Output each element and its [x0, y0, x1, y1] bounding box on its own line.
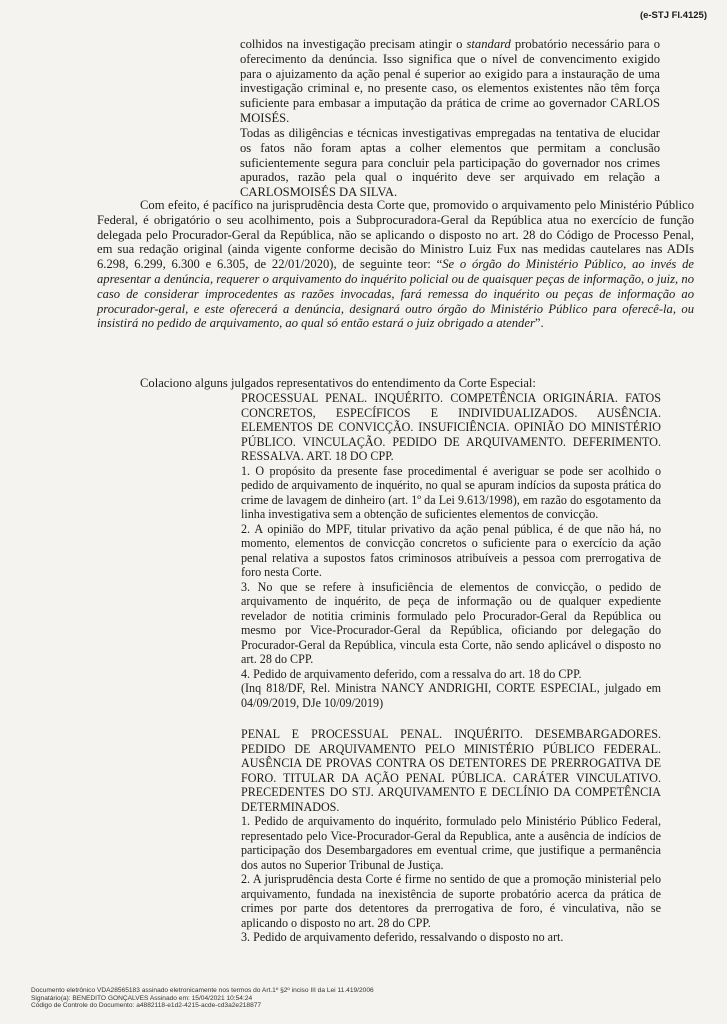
julgado-2	[241, 727, 661, 945]
ementa-item: 3. Pedido de arquivamento deferido, ressalvando o disposto no art.	[241, 930, 564, 944]
footer-line: Signatário(a): BENEDITO GONÇALVES Assinado em: 15/04/2021 10:54:24	[31, 994, 253, 1002]
main-text-end: ”.	[534, 316, 544, 331]
ementa-item: 4. Pedido de arquivamento deferido, com a ressalva do art. 18 do CPP.	[241, 666, 582, 681]
quote-paragraph-1	[240, 37, 660, 126]
page-stamp: (e-STJ Fl.4125)	[639, 10, 707, 21]
julgado-1	[241, 391, 661, 710]
ementa-item: 2. A jurisprudência desta Corte é firme no sentido de que a promoção ministerial pelo arquivamento, fundada na inexistência de suporte probatório acerca da prática de crimes por parte dos detentores da prerrogativa de foro, é vinculativa, não se aplicando o disposto no art. 28 do CPP.	[241, 872, 661, 930]
ementa-item: 2. A opinião do MPF, titular privativo da ação penal pública, é de que não há, no momento, elementos de convicção concretos o suficiente para o exercício da ação penal relativa a supostos fatos criminosos atribuíveis a pessoa com prerrogativa de foro nesta Corte.	[241, 521, 661, 579]
ementa-heading: PENAL E PROCESSUAL PENAL. INQUÉRITO. DESEMBARGADORES. PEDIDO DE ARQUIVAMENTO PELO MINISTÉRIO PÚBLICO FEDERAL. AUSÊNCIA DE PROVAS CONTRA OS DETENTORES DE PRERROGATIVA DE FORO. TITULAR DA AÇÃO PENAL PÚBLICA. CARÁTER VINCULATIVO. PRECEDENTES DO STJ. ARQUIVAMENTO E DECLÍNIO DA COMPETÊNCIA DETERMINADOS.	[241, 727, 661, 814]
citation: (Inq 818/DF, Rel. Ministra NANCY ANDRIGHI, CORTE ESPECIAL, julgado em 04/09/2019, DJe 10/09/2019)	[241, 681, 661, 710]
document-footer	[31, 987, 374, 1010]
quote-text: Todas as diligências e técnicas investigativas empregadas na tentativa de elucidar os fatos não foram aptas a colher elementos que permitam a conclusão suficientemente segura para concluir pela participação do governador nos crimes apurados, razão pela qual o inquérito deve ser arquivado em relação a CARLOSMOISÉS DA SILVA.	[240, 126, 660, 200]
footer-line: Código de Controle do Documento: a4882118-e1d2-4215-acde-cd3a2e218877	[31, 1002, 262, 1010]
ementa-item: 1. Pedido de arquivamento do inquérito, formulado pelo Ministério Público Federal, representado pelo Vice-Procurador-Geral da Republica, ante a ausência de indícios de participação dos Desembargadores em eventual crime, que justifique a permanência dos autos no Superior Tribunal de Justiça.	[241, 814, 661, 872]
quote-text: colhidos na investigação precisam atingir o	[240, 37, 467, 51]
quote-text: probatório necessário para o oferecimento da denúncia. Isso significa que o nível de convencimento exigido para o ajuizamento da ação penal é superior ao exigido para a instauração de uma investigação criminal e, no presente caso, os elementos existentes não têm força suficiente para embasar a imputação da prática de crime ao governador CARLOS MOISÉS.	[240, 37, 660, 125]
art28-quote: Se o órgão do Ministério Público, ao invés de apresentar a denúncia, requerer o arquivamento do inquérito policial ou de quaisquer peças de informação, o juiz, no caso de considerar improcedentes as razões invocadas, fará remessa do inquérito ou peças de informação ao procurador-geral, e este oferecerá a denúncia, designará outro órgão do Ministério Público para oferecê-la, ou insistirá no pedido de arquivamento, ao qual só então estará o juiz obrigado a atender	[97, 257, 694, 331]
main-text: Com efeito, é pacífico na jurisprudência desta Corte que, promovido o arquivamento pelo Ministério Público Federal, é obrigatório o seu acolhimento, pois a Subprocuradora-Geral da República atua no exercício de função delegada pelo Procurador-Geral da República, não se aplicando o disposto no art. 28 do Código de Processo Penal, em sua redação original (ainda vigente conforme decisão do Ministro Luiz Fux nas medidas cautelares nas ADIs 6.298, 6.299, 6.300 e 6.305, de 22/01/2020), de seguinte teor: “	[97, 198, 694, 272]
quote-paragraph-2	[240, 126, 660, 200]
main-paragraph	[97, 198, 694, 331]
colaciono-paragraph: Colaciono alguns julgados representativos do entendimento da Corte Especial:	[140, 376, 536, 390]
ementa-heading: PROCESSUAL PENAL. INQUÉRITO. COMPETÊNCIA ORIGINÁRIA. FATOS CONCRETOS, ESPECÍFICOS E INDIVIDUALIZADOS. AUSÊNCIA. ELEMENTOS DE CONVICÇÃO. INSUFICIÊNCIA. OPINIÃO DO MINISTÉRIO PÚBLICO. VINCULAÇÃO. PEDIDO DE ARQUIVAMENTO. DEFERIMENTO. RESSALVA. ART. 18 DO CPP.	[241, 391, 661, 463]
footer-line: Documento eletrônico VDA28565183 assinado eletronicamente nos termos do Art.1º §2º inciso III da Lei 11.419/2006	[31, 987, 374, 994]
ementa-item: 3. No que se refere à insuficiência de elementos de convicção, o pedido de arquivamento de inquérito, de peça de informação ou de qualquer expediente revelador de notitia criminis formulado pelo Procurador-Geral da República ou mesmo por Vice-Procurador-Geral da República, oficiando por delegação do Procurador-Geral da República, vincula esta Corte, não sendo aplicável o disposto no art. 28 do CPP.	[241, 579, 661, 666]
ementa-item: 1. O propósito da presente fase procedimental é averiguar se pode ser acolhido o pedido de arquivamento de inquérito, no qual se apuram indícios da suposta prática do crime de lavagem de dinheiro (art. 1º da Lei 9.613/1998), em razão do esgotamento da linha investigativa sem a obtenção de suficientes elementos de convicção.	[241, 463, 661, 521]
quote-italic-term: standard	[466, 37, 511, 51]
